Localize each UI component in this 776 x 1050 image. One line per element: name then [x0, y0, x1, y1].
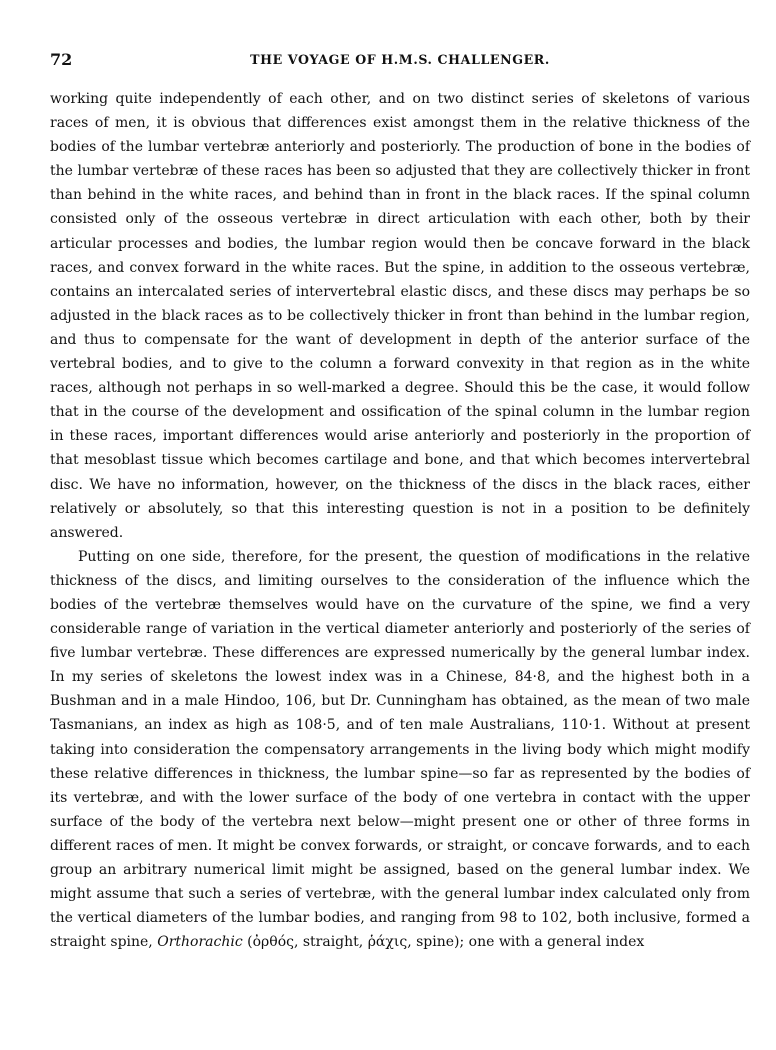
page-number: 72: [50, 50, 73, 69]
italic-term-orthorachic: Orthorachic: [157, 934, 243, 951]
paragraph-2: [50, 545, 750, 955]
body-text: [50, 87, 750, 954]
running-title: THE VOYAGE OF H.M.S. CHALLENGER.: [250, 52, 550, 67]
paragraph-2-text-end: (ὀρθός, straight, ῥάχις, spine); one with a general index: [242, 934, 645, 951]
paragraph-2-text: Putting on one side, therefore, for the present, the question of modifications in the relative thickness of the discs, and limiting ourselves to the consideration of the influence which the bodies of the vertebræ themselves would have on the curvature of the spine, we find a very considerable range of variation in the vertical diameter anteriorly and posteriorly of the series of five lumbar vertebræ. These differences are expressed numerically by the general lumbar index. In my series of skeletons the lowest index was in a Chinese, 84·8, and the highest both in a Bushman and in a male Hindoo, 106, but Dr. Cunningham has obtained, as the mean of two male Tasmanians, an index as high as 108·5, and of ten male Australians, 110·1. Without at present taking into consideration the compensatory arrangements in the living body which might modify these relative differences in thickness, the lumbar spine—so far as represented by the bodies of its vertebræ, and with the lower surface of the body of one vertebra in contact with the upper surface of the body of the vertebra next below—might present one or other of three forms in different races of men. It might be convex forwards, or straight, or concave forwards, and to each group an arbitrary numerical limit might be assigned, based on the general lumbar index. We might assume that such a series of vertebræ, with the general lumbar index calculated only from the vertical diameters of the lumbar bodies, and ranging from 98 to 102, both inclusive, formed a straight spine,: [50, 548, 750, 951]
paragraph-1: working quite independently of each other, and on two distinct series of skeletons of various races of men, it is obvious that differences exist amongst them in the relative thickness of the bodies of the lumbar vertebræ anteriorly and posteriorly. The production of bone in the bodies of the lumbar vertebræ of these races has been so adjusted that they are collectively thicker in front than behind in the white races, and behind than in front in the black races. If the spinal column consisted only of the osseous vertebræ in direct articulation with each other, both by their articular processes and bodies, the lumbar region would then be concave forward in the black races, and convex forward in the white races. But the spine, in addition to the osseous vertebræ, contains an intercalated series of intervertebral elastic discs, and these discs may perhaps be so adjusted in the black races as to be collectively thicker in front than behind in the lumbar region, and thus to compensate for the want of development in depth of the anterior surface of the vertebral bodies, and to give to the column a forward convexity in that region as in the white races, although not perhaps in so well-marked a degree. Should this be the case, it would follow that in the course of the development and ossification of the spinal column in the lumbar region in these races, important differences would arise anteriorly and posteriorly in the proportion of that mesoblast tissue which becomes cartilage and bone, and that which becomes intervertebral disc. We have no information, however, on the thickness of the discs in the black races, either relatively or absolutely, so that this interesting question is not in a position to be definitely answered.: [50, 91, 750, 541]
running-header: [50, 50, 750, 74]
